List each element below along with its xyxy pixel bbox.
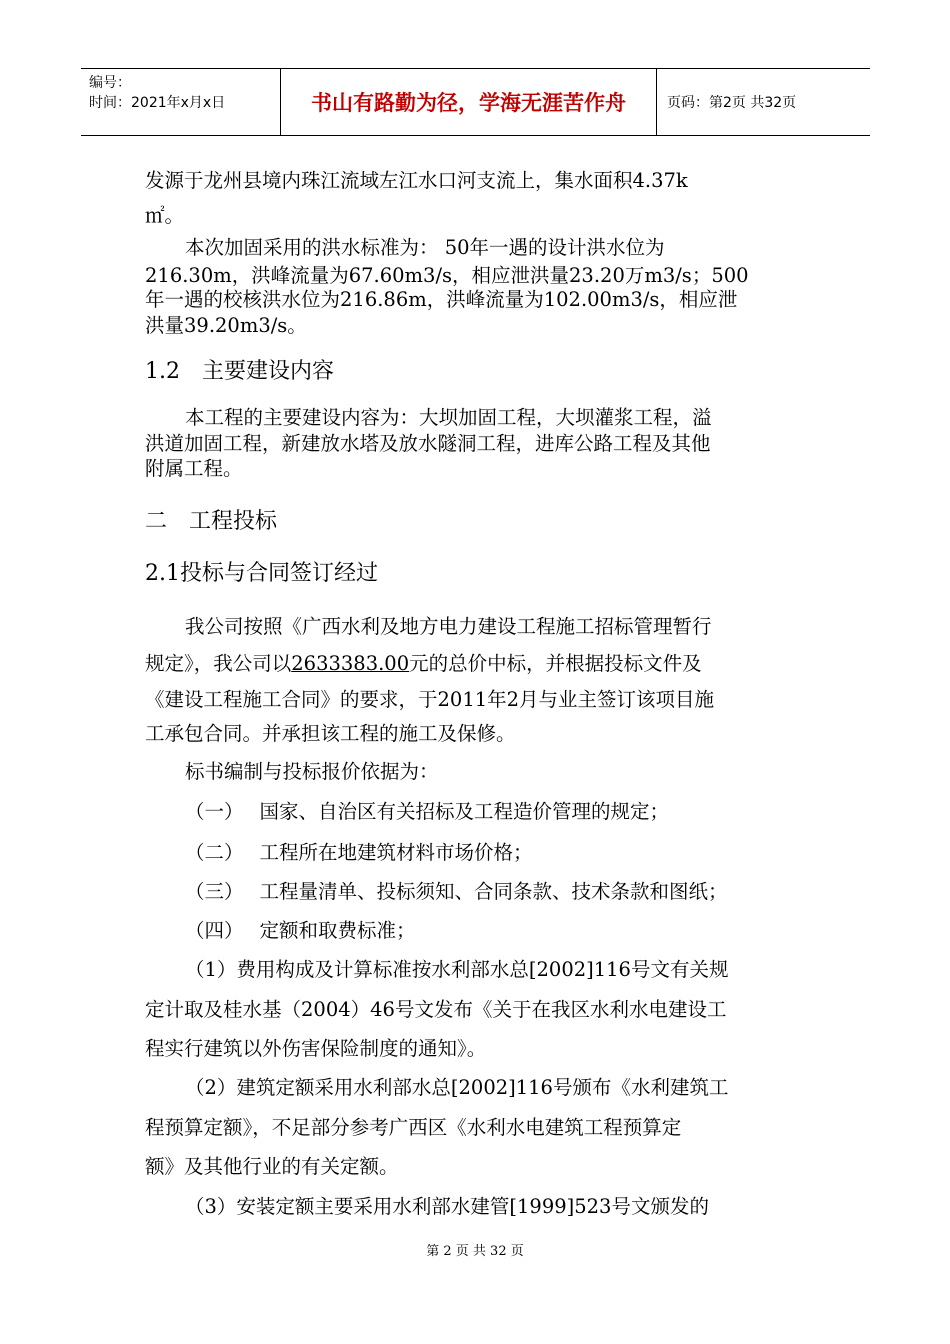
page-footer: 第 2 页 共 32 页 xyxy=(426,1244,524,1259)
section-heading-2-1: 2.1投标与合同签订经过 xyxy=(145,561,378,586)
paragraph-line: （1）费用构成及计算标准按水利部水总[2002]116号文有关规 xyxy=(185,958,729,981)
paragraph-line: 洪量39.20m3/s。 xyxy=(145,314,307,337)
paragraph-line: 附属工程。 xyxy=(145,457,243,480)
list-item: （三） 工程量清单、投标须知、合同条款、技术条款和图纸； xyxy=(185,880,728,903)
paragraph-line: 216.30m，洪峰流量为67.60m3/s，相应泄洪量23.20万m3/s；500 xyxy=(145,264,749,287)
paragraph-line: 年一遇的校核洪水位为216.86m，洪峰流量为102.00m3/s，相应泄 xyxy=(145,288,738,311)
paragraph-line: 标书编制与投标报价依据为： xyxy=(185,760,439,783)
section-heading-2: 二 工程投标 xyxy=(145,509,278,534)
paragraph-line: 本工程的主要建设内容为：大坝加固工程，大坝灌浆工程，溢 xyxy=(185,406,712,429)
paragraph-line: 定计取及桂水基（2004）46号文发布《关于在我区水利水电建设工 xyxy=(145,998,727,1021)
paragraph-line: （2）建筑定额采用水利部水总[2002]116号颁布《水利建筑工 xyxy=(185,1076,729,1099)
paragraph-line: 我公司按照《广西水利及地方电力建设工程施工招标管理暂行 xyxy=(185,615,712,638)
paragraph-line: （3）安装定额主要采用水利部水建管[1999]523号文颁发的 xyxy=(185,1195,709,1218)
text-run: 元的总价中标，并根据投标文件及 xyxy=(409,652,702,675)
header-time: 时间：2021年x月x日 xyxy=(89,95,226,111)
paragraph-line: ㎡。 xyxy=(145,204,185,227)
paragraph-line: 本次加固采用的洪水标准为： 50年一遇的设计洪水位为 xyxy=(185,236,665,259)
list-item: （四） 定额和取费标准； xyxy=(185,919,416,942)
page-header xyxy=(81,68,870,136)
paragraph-line: 洪道加固工程，新建放水塔及放水隧洞工程，进库公路工程及其他 xyxy=(145,432,711,455)
section-heading-1-2: 1.2 主要建设内容 xyxy=(145,359,334,384)
header-meta xyxy=(81,69,281,135)
paragraph-line: 工承包合同。并承担该工程的施工及保修。 xyxy=(145,722,516,745)
text-run: 规定》，我公司以 xyxy=(145,652,292,675)
list-item: （二） 工程所在地建筑材料市场价格； xyxy=(185,841,533,864)
bid-amount: 2633383.00 xyxy=(291,652,410,675)
header-number: 编号： xyxy=(89,75,131,91)
header-motto: 书山有路勤为径，学海无涯苦作舟 xyxy=(281,69,657,135)
paragraph-line: 程实行建筑以外伤害保险制度的通知》。 xyxy=(145,1037,487,1060)
paragraph-line: 《建设工程施工合同》的要求，于2011年2月与业主签订该项目施 xyxy=(145,688,715,711)
paragraph-line: 发源于龙州县境内珠江流域左江水口河支流上，集水面积4.37k xyxy=(145,169,688,192)
header-page-info: 页码：第2页 共32页 xyxy=(667,95,797,111)
list-item: （一） 国家、自治区有关招标及工程造价管理的规定； xyxy=(185,800,669,823)
paragraph-line: 额》及其他行业的有关定额。 xyxy=(145,1155,399,1178)
paragraph-line xyxy=(145,648,702,676)
paragraph-line: 程预算定额》，不足部分参考广西区《水利水电建筑工程预算定 xyxy=(145,1116,682,1139)
